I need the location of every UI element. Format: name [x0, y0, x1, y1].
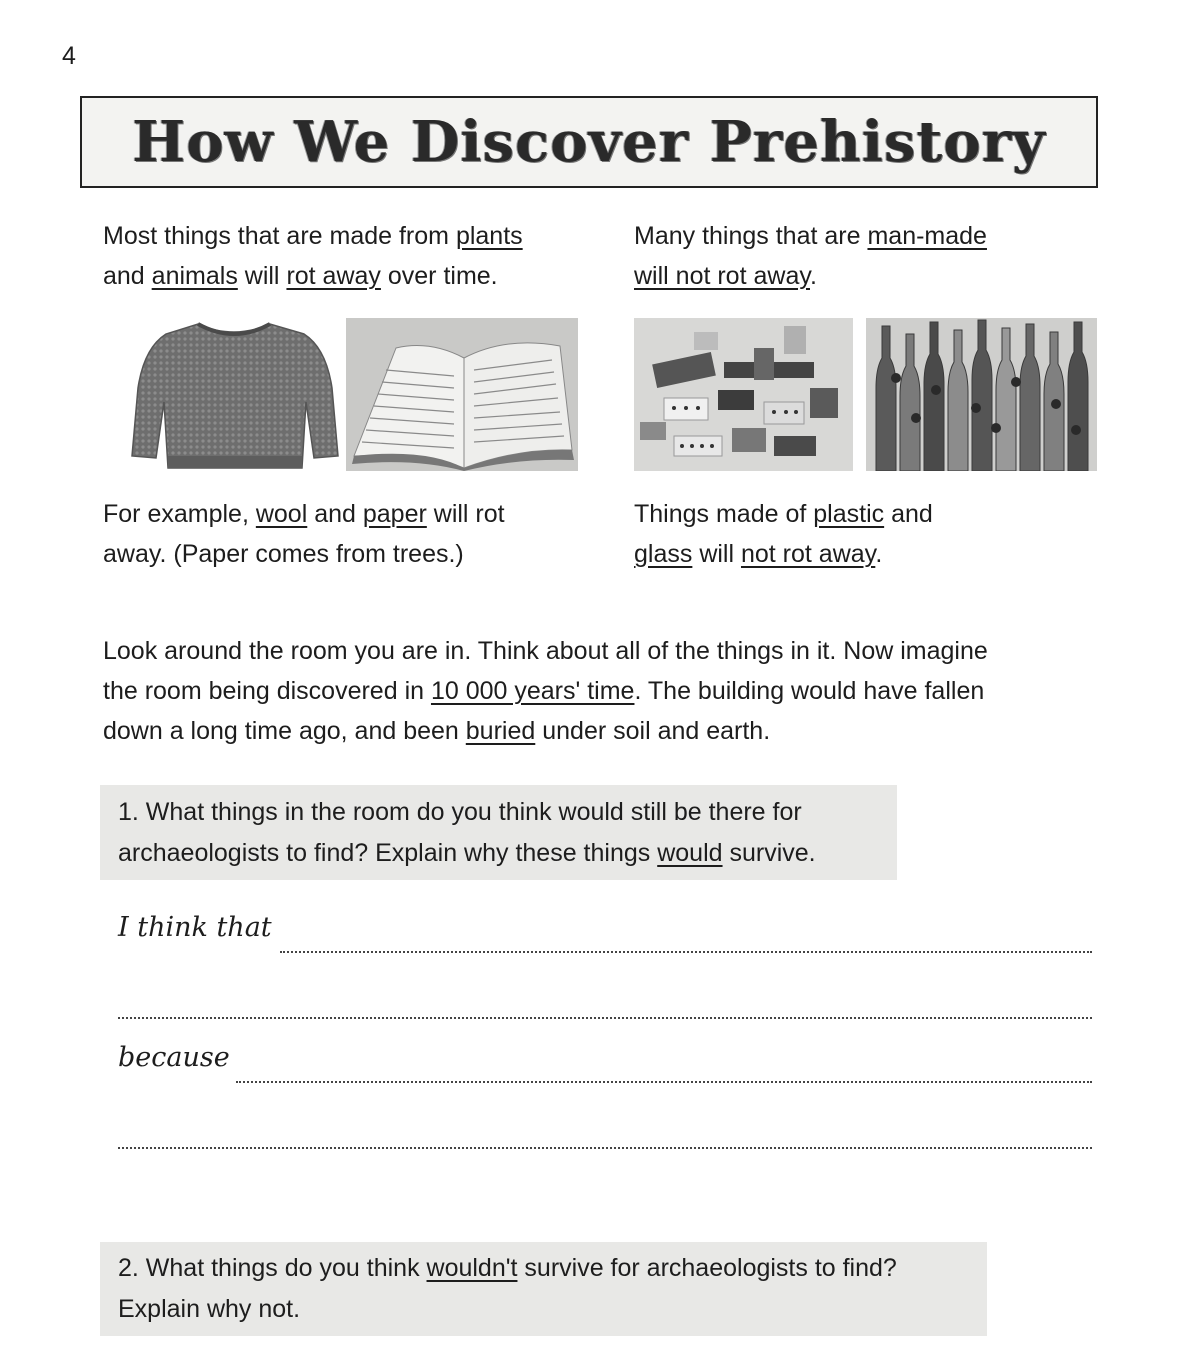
- because-prompt: because: [118, 1042, 230, 1073]
- body-paragraph: [103, 631, 1103, 751]
- underlined-10000-years: 10 000 years' time: [430, 677, 635, 705]
- text-span: will: [692, 540, 741, 568]
- underlined-wool: wool: [255, 500, 308, 528]
- right-intro-text: [634, 216, 1114, 296]
- question-1-box: [100, 785, 897, 880]
- text-span: For example,: [103, 500, 256, 528]
- underlined-rot-away: rot away: [286, 262, 381, 290]
- underlined-not-rot-away: not rot away: [740, 540, 876, 568]
- text-span: under soil and earth.: [535, 717, 771, 745]
- right-caption-text: [634, 494, 1114, 574]
- text-span: and: [884, 500, 933, 528]
- text-span: will rot: [426, 500, 505, 528]
- text-span: Most things that are made from: [103, 222, 456, 250]
- paragraph-line: Look around the room you are in. Think about all of the things in it. Now imagine: [103, 637, 988, 665]
- underlined-plastic: plastic: [813, 500, 885, 528]
- underlined-animals: animals: [151, 262, 238, 290]
- left-intro-text: [103, 216, 583, 296]
- underlined-glass: glass: [634, 540, 693, 568]
- text-span: archaeologists to find? Explain why these things: [118, 839, 658, 867]
- left-caption-text: [103, 494, 583, 574]
- underlined-plants: plants: [455, 222, 523, 250]
- text-span: . The building would have fallen: [634, 677, 985, 705]
- underlined-buried: buried: [465, 717, 536, 745]
- text-span: the room being discovered in: [103, 677, 431, 705]
- underlined-man-made: man-made: [867, 222, 987, 250]
- text-span: over time.: [380, 262, 498, 290]
- text-span: will: [237, 262, 287, 290]
- answer-line-3[interactable]: [236, 1081, 1092, 1083]
- book-photo: [346, 318, 578, 471]
- question-line: Explain why not.: [118, 1295, 301, 1323]
- glass-bottles-photo: [866, 318, 1097, 471]
- text-span: .: [810, 262, 817, 290]
- underlined-would: would: [657, 839, 723, 867]
- answer-line-1[interactable]: [280, 951, 1092, 953]
- page-number: 4: [62, 42, 76, 70]
- text-span: and: [307, 500, 363, 528]
- title-banner: [80, 96, 1098, 188]
- answer-line-2[interactable]: [118, 1017, 1092, 1019]
- plastic-bricks-photo: [634, 318, 853, 471]
- sweater-photo: [128, 318, 340, 470]
- underlined-paper: paper: [362, 500, 427, 528]
- text-span: 2. What things do you think: [118, 1254, 427, 1282]
- text-span: survive.: [722, 839, 816, 867]
- underlined-will-not-rot-away: will not rot away: [634, 262, 810, 290]
- caption-line: away. (Paper comes from trees.): [103, 540, 464, 568]
- i-think-that-prompt: I think that: [118, 912, 272, 943]
- text-span: .: [875, 540, 883, 568]
- underlined-wouldnt: wouldn't: [426, 1254, 518, 1282]
- text-span: Things made of: [634, 500, 814, 528]
- text-span: Many things that are: [634, 222, 868, 250]
- question-line: 1. What things in the room do you think would still be there for: [118, 798, 802, 826]
- question-2-box: [100, 1242, 987, 1336]
- page-title: How We Discover Prehistory: [132, 109, 1046, 175]
- text-span: and: [103, 262, 152, 290]
- text-span: down a long time ago, and been: [103, 717, 466, 745]
- text-span: survive for archaeologists to find?: [517, 1254, 897, 1282]
- answer-line-4[interactable]: [118, 1147, 1092, 1149]
